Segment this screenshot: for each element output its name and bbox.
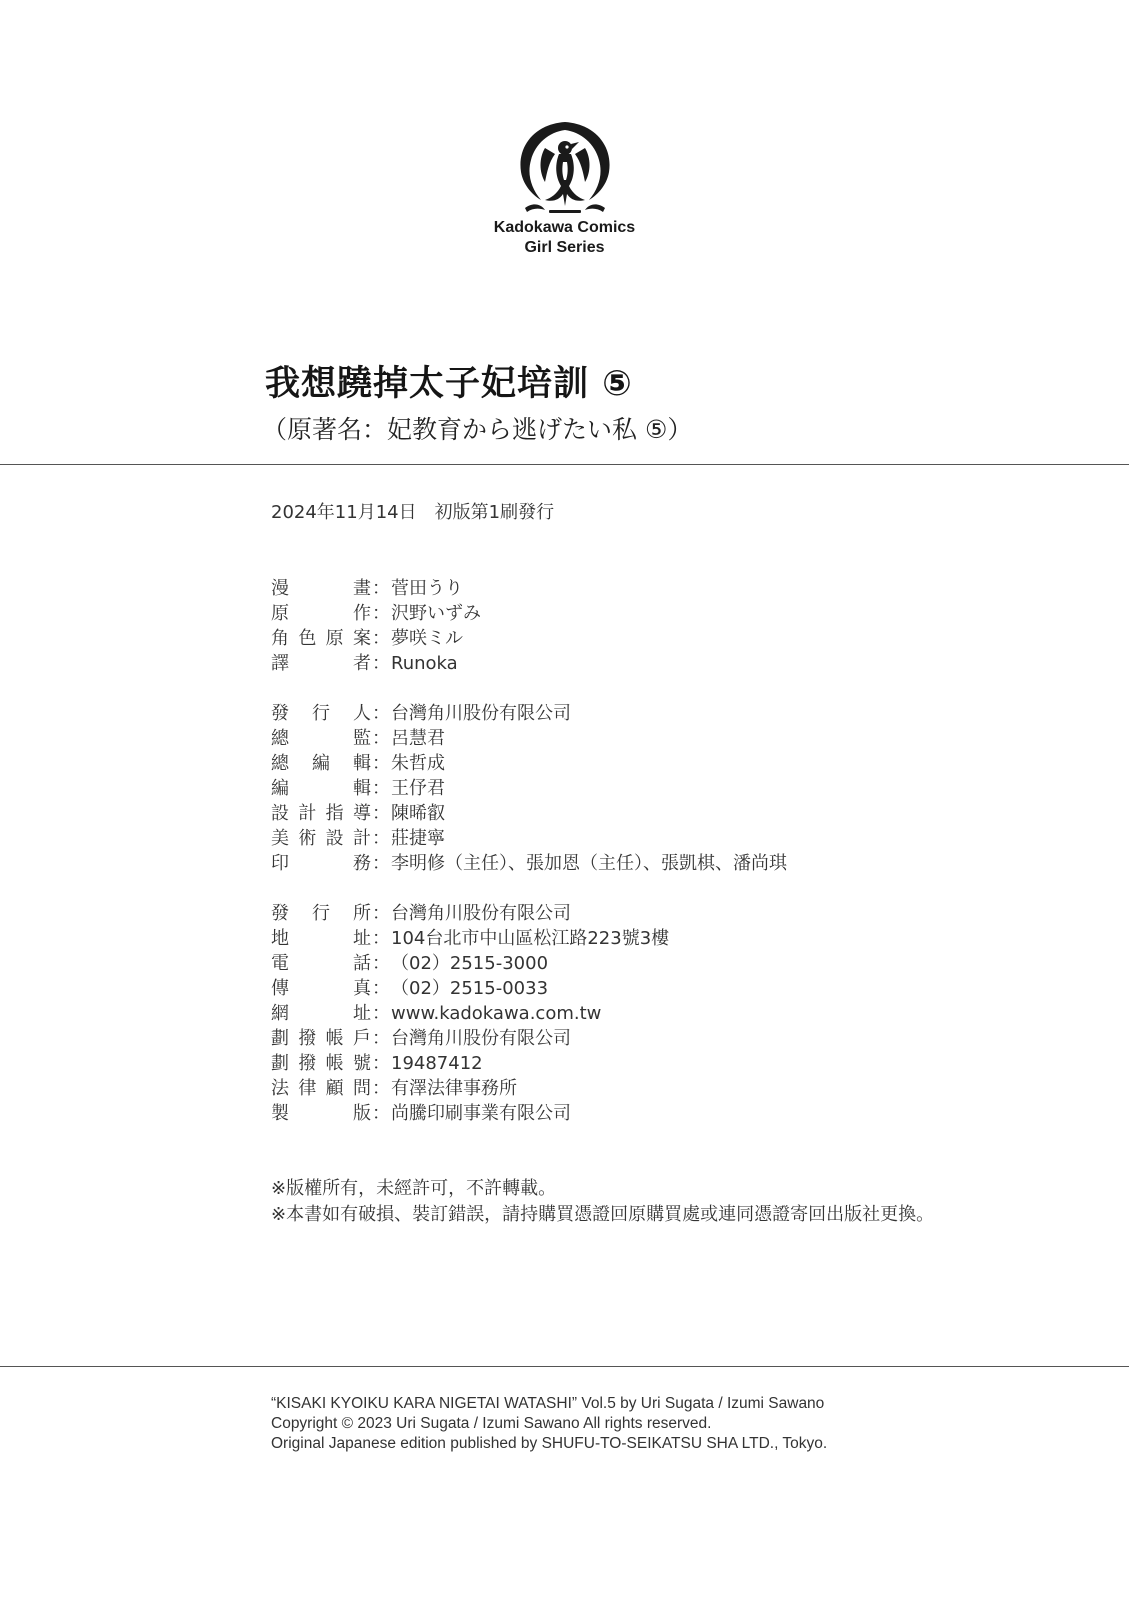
credit-value: （02）2515-3000 <box>391 953 549 974</box>
credit-value: 台灣角川股份有限公司 <box>391 703 571 724</box>
credit-row <box>271 926 669 951</box>
credit-label: 美 術 設 計 <box>271 828 371 849</box>
credit-separator: ： <box>372 1103 390 1124</box>
credit-row <box>271 1076 669 1101</box>
credit-separator: ： <box>372 603 390 624</box>
credit-value: 朱哲成 <box>391 753 445 774</box>
credit-value: 李明修（主任）、張加恩（主任）、張凱棋、潘尚琪 <box>391 853 787 874</box>
bottom-divider <box>0 1366 1129 1367</box>
credit-value: 沢野いずみ <box>391 603 481 624</box>
phoenix-emblem-icon <box>505 118 625 218</box>
credit-label: 劃 撥 帳 戶 <box>271 1028 371 1049</box>
credit-value: 呂慧君 <box>391 728 445 749</box>
credit-row <box>271 776 787 801</box>
credit-row <box>271 976 669 1001</box>
credit-row <box>271 701 787 726</box>
credit-label: 總 監 <box>271 728 371 749</box>
credit-value: www.kadokawa.com.tw <box>391 1003 602 1024</box>
credit-separator: ： <box>372 578 390 599</box>
credit-label: 印 務 <box>271 853 371 874</box>
note-line: ※本書如有破損、裝訂錯誤，請持購買憑證回原購買處或連同憑證寄回出版社更換。 <box>271 1204 935 1225</box>
credit-label: 電 話 <box>271 953 371 974</box>
copyright-line: Original Japanese edition published by SHUFU-TO-SEIKATSU SHA LTD., Tokyo. <box>271 1435 828 1452</box>
credit-separator: ： <box>372 953 390 974</box>
credit-value: （02）2515-0033 <box>391 978 549 999</box>
note-line: ※版權所有，未經許可，不許轉載。 <box>271 1178 557 1199</box>
credit-value: 尚騰印刷事業有限公司 <box>391 1103 571 1124</box>
credit-value: 夢咲ミル <box>391 628 463 649</box>
credit-separator: ： <box>372 628 390 649</box>
credit-row <box>271 901 669 926</box>
credit-value: 菅田うり <box>391 578 463 599</box>
credit-separator: ： <box>372 753 390 774</box>
credit-row <box>271 951 669 976</box>
credit-value: 台灣角川股份有限公司 <box>391 903 571 924</box>
credit-row <box>271 826 787 851</box>
credits-creators <box>271 576 481 676</box>
credit-separator: ： <box>372 803 390 824</box>
credit-value: 104台北市中山區松江路223號3樓 <box>391 928 670 949</box>
credit-value: 有澤法律事務所 <box>391 1078 517 1099</box>
credit-row <box>271 751 787 776</box>
credit-separator: ： <box>372 1053 390 1074</box>
credit-label: 發 行 所 <box>271 903 371 924</box>
credit-row <box>271 801 787 826</box>
logo-line-1: Kadokawa Comics <box>493 219 636 236</box>
credit-separator: ： <box>372 903 390 924</box>
credit-value: 莊捷寧 <box>391 828 445 849</box>
credit-separator: ： <box>372 828 390 849</box>
credit-separator: ： <box>372 703 390 724</box>
logo-line-2: Girl Series <box>524 239 605 256</box>
credit-separator: ： <box>372 1003 390 1024</box>
credit-label: 法 律 顧 問 <box>271 1078 371 1099</box>
credit-label: 網 址 <box>271 1003 371 1024</box>
credit-label: 設 計 指 導 <box>271 803 371 824</box>
book-title: 我想蹺掉太子妃培訓 ⑤ <box>265 364 633 404</box>
credit-separator: ： <box>372 853 390 874</box>
credit-separator: ： <box>372 928 390 949</box>
edition-date: 2024年11月14日 初版第1刷發行 <box>271 502 555 523</box>
credit-row <box>271 1001 669 1026</box>
top-divider <box>0 464 1129 465</box>
credit-separator: ： <box>372 728 390 749</box>
credit-label: 編 輯 <box>271 778 371 799</box>
credit-label: 角 色 原 案 <box>271 628 371 649</box>
credit-value: Runoka <box>391 653 458 674</box>
credit-separator: ： <box>372 778 390 799</box>
credits-editorial <box>271 701 787 876</box>
credit-value: 19487412 <box>391 1053 483 1074</box>
original-title: （原著名：妃教育から逃げたい私 ⑤） <box>262 415 693 444</box>
credit-row <box>271 601 481 626</box>
credit-separator: ： <box>372 978 390 999</box>
credit-label: 譯 者 <box>271 653 371 674</box>
credit-label: 傳 真 <box>271 978 371 999</box>
credit-row <box>271 576 481 601</box>
credit-label: 漫 畫 <box>271 578 371 599</box>
credit-separator: ： <box>372 1078 390 1099</box>
copyright-line: Copyright © 2023 Uri Sugata / Izumi Sawano All rights reserved. <box>271 1415 712 1432</box>
credits-publisher <box>271 901 669 1126</box>
credit-label: 劃 撥 帳 號 <box>271 1053 371 1074</box>
copyright-notes <box>271 1176 934 1228</box>
credit-row <box>271 851 787 876</box>
publisher-logo <box>0 118 1129 258</box>
credit-value: 陳晞叡 <box>391 803 445 824</box>
credit-row <box>271 651 481 676</box>
credit-label: 製 版 <box>271 1103 371 1124</box>
credit-label: 地 址 <box>271 928 371 949</box>
credit-row <box>271 1101 669 1126</box>
credit-label: 發 行 人 <box>271 703 371 724</box>
credit-row <box>271 1026 669 1051</box>
credit-separator: ： <box>372 653 390 674</box>
credit-row <box>271 1051 669 1076</box>
copyright-block <box>271 1394 827 1454</box>
credit-label: 總 編 輯 <box>271 753 371 774</box>
credit-row <box>271 626 481 651</box>
credit-separator: ： <box>372 1028 390 1049</box>
copyright-line: “KISAKI KYOIKU KARA NIGETAI WATASHI” Vol.5 by Uri Sugata / Izumi Sawano <box>271 1395 825 1412</box>
credit-value: 台灣角川股份有限公司 <box>391 1028 571 1049</box>
credit-row <box>271 726 787 751</box>
credit-label: 原 作 <box>271 603 371 624</box>
credit-value: 王伃君 <box>391 778 445 799</box>
